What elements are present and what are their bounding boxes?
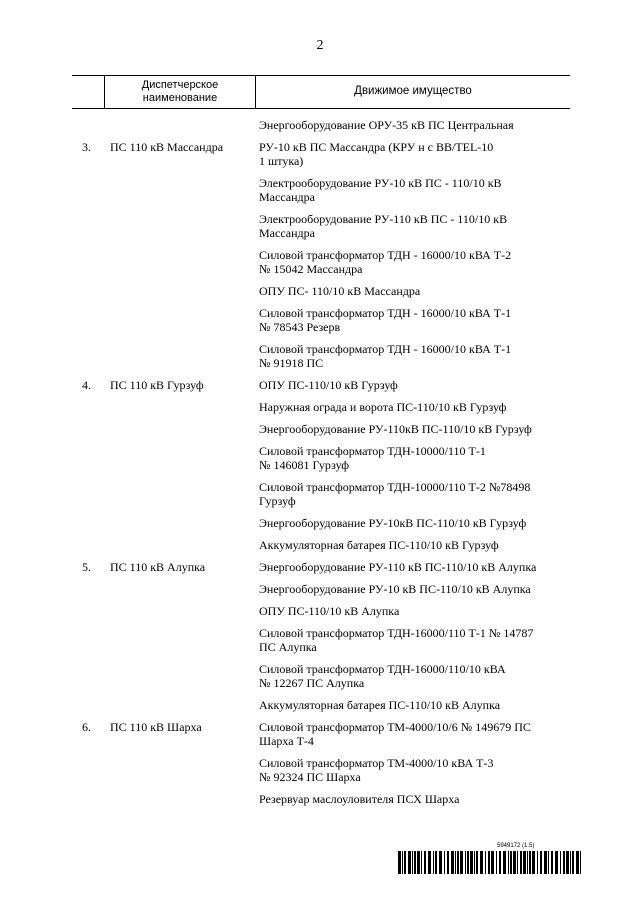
row-property: ОПУ ПС-110/10 кВ Алупка <box>259 604 400 618</box>
table-row <box>0 176 640 204</box>
row-property: РУ-10 кВ ПС Массандра (КРУ н с ВВ/TEL-10 1 штука) <box>259 140 494 168</box>
header-movable-property: Движимое имущество <box>354 85 472 97</box>
row-property: Силовой трансформатор ТМ-4000/10 кВА Т-3 № 92324 ПС Шарха <box>259 756 494 784</box>
row-property: Силовой трансформатор ТДН-16000/110/10 кВА № 12267 ПС Алупка <box>259 662 506 690</box>
row-property: Силовой трансформатор ТМ-4000/10/6 № 149679 ПС Шарха Т-4 <box>259 720 531 748</box>
row-property: Наружная ограда и ворота ПС-110/10 кВ Гурзуф <box>259 400 507 414</box>
table-row <box>0 560 640 574</box>
barcode-number: 5949172 (1.5) <box>497 843 535 849</box>
row-dispatcher-name: ПС 110 кВ Шарха <box>110 720 202 734</box>
table-row <box>0 516 640 530</box>
table-row <box>0 400 640 414</box>
table-body <box>0 118 640 814</box>
row-property: Силовой трансформатор ТДН - 16000/10 кВА Т-1 № 78543 Резерв <box>259 306 512 334</box>
row-property: Энергооборудование РУ-10 кВ ПС-110/10 кВ Алупка <box>259 582 531 596</box>
table-row <box>0 698 640 712</box>
table-row <box>0 720 640 748</box>
table-row <box>0 582 640 596</box>
row-property: Энергооборудование РУ-110 кВ ПС-110/10 кВ Алупка <box>259 560 537 574</box>
table-row <box>0 422 640 436</box>
table-row <box>0 444 640 472</box>
row-property: Силовой трансформатор ТДН-16000/110 Т-1 № 14787 ПС Алупка <box>259 626 534 654</box>
table-row <box>0 604 640 618</box>
table-row <box>0 140 640 168</box>
row-property: Силовой трансформатор ТДН-10000/110 Т-2 №78498 Гурзуф <box>259 480 531 508</box>
row-property: Энергооборудование ОРУ-35 кВ ПС Центральная <box>259 118 514 132</box>
row-property: Электрооборудование РУ-110 кВ ПС - 110/10 кВ Массандра <box>259 212 508 240</box>
row-property: Аккумуляторная батарея ПС-110/10 кВ Алупка <box>259 698 501 712</box>
table-row <box>0 212 640 240</box>
row-number: 6. <box>82 720 91 734</box>
table-row <box>0 480 640 508</box>
barcode-icon <box>398 851 581 874</box>
row-dispatcher-name: ПС 110 кВ Алупка <box>110 560 206 574</box>
table-row <box>0 662 640 690</box>
table-row <box>0 792 640 806</box>
row-property: Резервуар маслоуловителя ПСХ Шарха <box>259 792 460 806</box>
table-row <box>0 378 640 392</box>
table-row <box>0 538 640 552</box>
row-property: Энергооборудование РУ-10кВ ПС-110/10 кВ Гурзуф <box>259 516 527 530</box>
row-property: Силовой трансформатор ТДН-10000/110 Т-1 № 146081 Гурзуф <box>259 444 486 472</box>
row-number: 3. <box>82 140 91 154</box>
row-dispatcher-name: ПС 110 кВ Массандра <box>110 140 224 154</box>
table-row <box>0 756 640 784</box>
table-row <box>0 118 640 132</box>
row-property: ОПУ ПС-110/10 кВ Гурзуф <box>259 378 398 392</box>
table-row <box>0 342 640 370</box>
row-property: Силовой трансформатор ТДН - 16000/10 кВА Т-2 № 15042 Массандра <box>259 248 512 276</box>
row-number: 5. <box>82 560 91 574</box>
row-property: ОПУ ПС- 110/10 кВ Массандра <box>259 284 421 298</box>
table-row <box>0 626 640 654</box>
page-number: 2 <box>316 38 324 53</box>
row-property: Энергооборудование РУ-110кВ ПС-110/10 кВ Гурзуф <box>259 422 532 436</box>
header-dispatcher-name: Диспетчерское наименование <box>141 79 219 104</box>
table-header <box>72 75 570 109</box>
table-row <box>0 248 640 276</box>
table-row <box>0 306 640 334</box>
row-number: 4. <box>82 378 91 392</box>
row-property: Силовой трансформатор ТДН - 16000/10 кВА Т-1 № 91918 ПС <box>259 342 512 370</box>
row-property: Электрооборудование РУ-10 кВ ПС - 110/10 кВ Массандра <box>259 176 502 204</box>
row-property: Аккумуляторная батарея ПС-110/10 кВ Гурзуф <box>259 538 499 552</box>
table-row <box>0 284 640 298</box>
row-dispatcher-name: ПС 110 кВ Гурзуф <box>110 378 204 392</box>
